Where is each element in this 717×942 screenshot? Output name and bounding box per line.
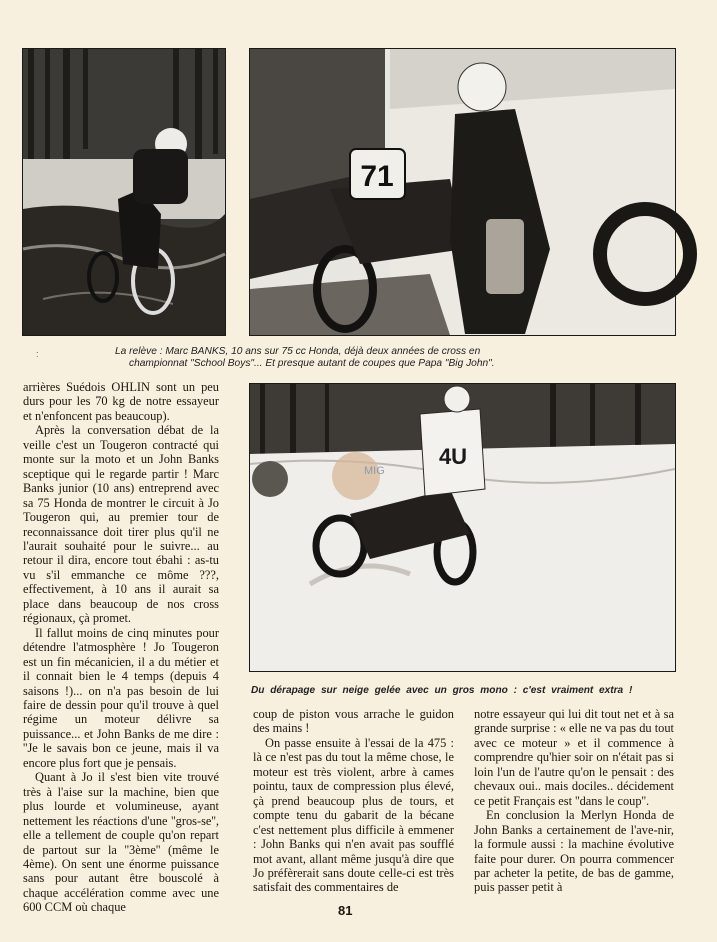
page-number: 81	[338, 903, 353, 918]
caption-top-line: La relève : Marc BANKS, 10 ans sur 75 cc Honda, déjà deux années de cross en	[115, 346, 481, 357]
paragraph: En conclusion la Merlyn Honda de John Banks a certainement de l'ave-nir, la formule aussi : la machine évolutive faite pour durer. On pourra commencer par acheter la petite, de bas de gamme, puis passer petit à	[474, 808, 674, 895]
photo-bike-and-mechanic	[249, 48, 676, 336]
caption-top	[115, 346, 615, 370]
number-plate-text: 71	[360, 160, 394, 193]
watermark-text: MIG	[364, 465, 385, 477]
jersey-logo-text: 4U	[438, 444, 468, 469]
watermark-logo	[326, 446, 386, 506]
paragraph: Après la conversation débat de la veille c'est un Tougeron contracté qui monte sur la moto et un John Banks sceptique qui le regarde partir ! Marc Banks junior (10 ans) entreprend avec sa 75 Honda de montrer le circuit à Jo Tougeron qui, au premier tour de reconnaissance doit tirer plus qu'il ne l'aurait souhaité pour le suivre... au retour il dira, encore tout ébahi : as-tu vu s'il emmanche ce môme ???, effectivement, à 10 ans il aurait sa place dans beaucoup de nos cross régionaux, çà promet.	[23, 423, 219, 626]
caption-middle: Du dérapage sur neige gelée avec un gros mono : c'est vraiment extra !	[251, 685, 633, 696]
article-column-3	[474, 707, 674, 893]
paragraph: arrières Suédois OHLIN sont un peu durs pour les 70 kg de notre essayeur et n'enfoncent pas beaucoup).	[23, 380, 219, 423]
article-column-2	[253, 707, 454, 893]
caption-top-line: championnat "School Boys"... Et presque autant de coupes que Papa "Big John".	[129, 358, 495, 369]
paragraph: coup de piston vous arrache le guidon des mains !	[253, 707, 454, 736]
paragraph: Il fallut moins de cinq minutes pour détendre l'atmosphère ! Jo Tougeron est un fin mécanicien, il a du métier et il connait bien le 4 temps (depuis 4 saisons !)... on n'a pas besoin de lui faire de dessin pour qu'il trouve à quel régime un moteur délivre sa puissance... et John Banks de me dire : ''Je le savais bon ce jeune, mais il va encore plus fort que je pensais.	[23, 625, 219, 770]
stray-mark: :	[36, 349, 39, 359]
paragraph: notre essayeur qui lui dit tout net et à sa grande surprise : « elle ne va pas du tout avec ce moteur » et il commence à comprendre qu'hier soir on n'était pas si loin l'un de l'autre qu'on le pensait : des chevaux oui.. mais dociles.. décidement ce petit Français est ''dans le coup''.	[474, 707, 674, 808]
paragraph: On passe ensuite à l'essai de la 475 : là ce n'est pas du tout la même chose, le moteur est très violent, arbre à cames pointu, taux de compression plus élevé, çà prend beaucoup plus de tours, et compte tenu du gabarit de la bécane c'est nettement plus difficile à emmener : John Banks qui n'en avait pas soufflé mot avant, allant même jusqu'à dire que Jo préfèrerait sans doute celle-ci est très satisfait des commentaires de	[253, 735, 454, 895]
article-column-1	[23, 380, 219, 915]
photo-rider-mini-bike	[22, 48, 226, 336]
photo-rider-sliding-on-snow	[249, 383, 676, 672]
paragraph: Quant à Jo il s'est bien vite trouvé très à l'aise sur la machine, bien que plus lourde et volumineuse, ayant nettement les réactions d'une ''gros-se'', elle a tellement de couple qu'on repart de partout sur la ''3ème'' (même le 4ème). On sent une énorme puissance sans pour autant être bouscolé à chaque accélération comme avec une 600 CCM où chaque	[23, 770, 219, 915]
